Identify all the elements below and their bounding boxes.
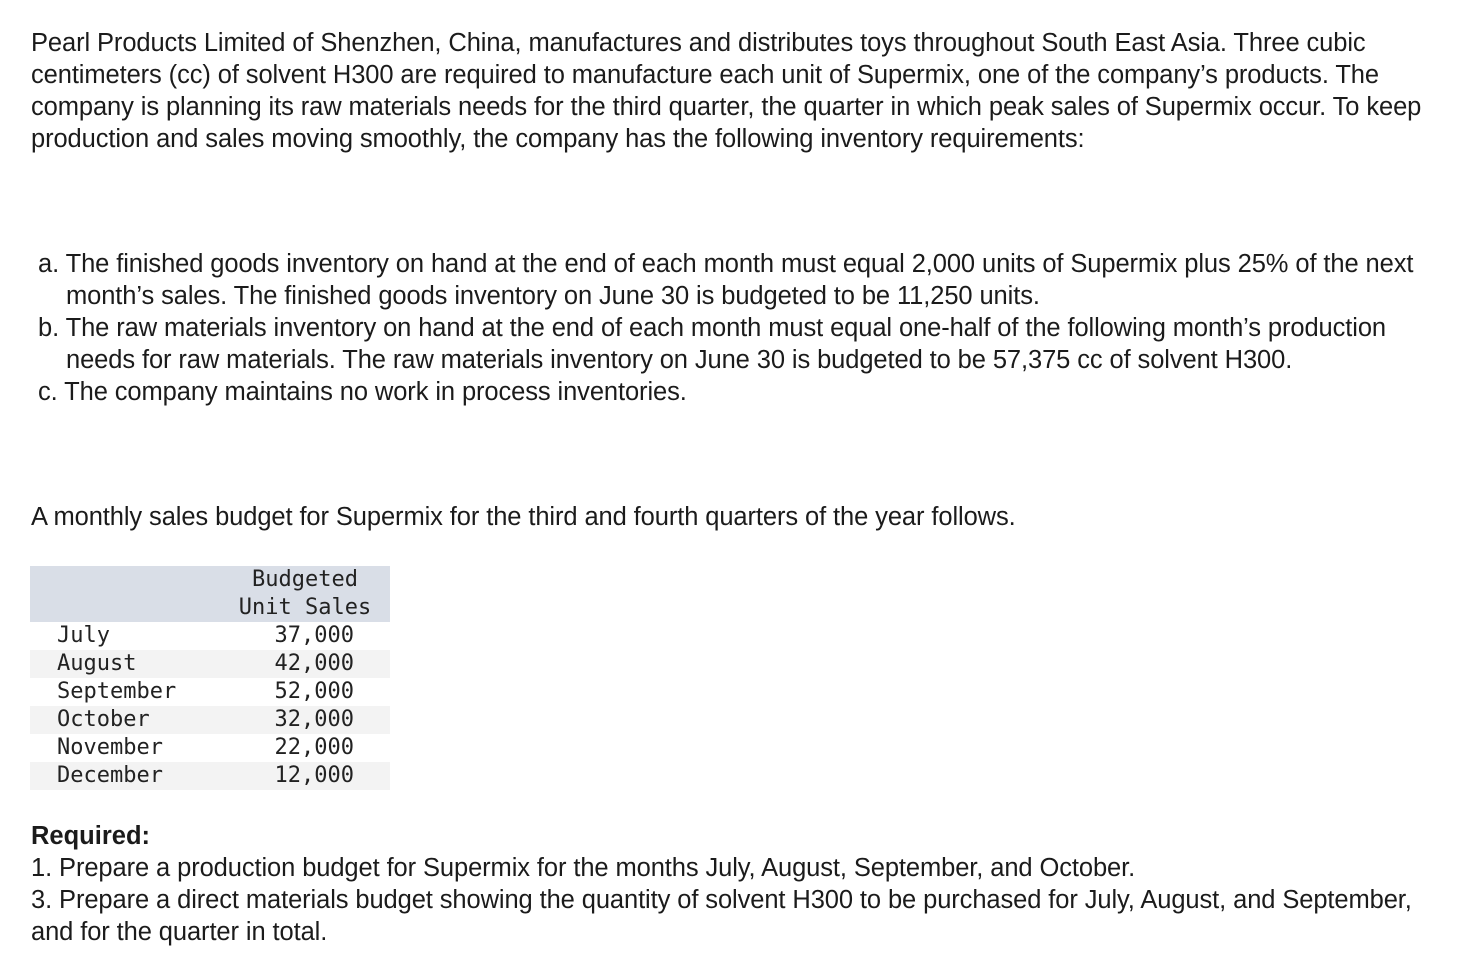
table-cell-month: July — [57, 623, 110, 648]
table-header-budgeted-unit-sales — [220, 566, 390, 622]
table-cell-month: August — [30, 650, 220, 678]
table-row — [30, 762, 390, 790]
table-header-row — [30, 566, 390, 622]
table-cell-month: December — [30, 762, 220, 790]
table-cell-month: November — [57, 735, 163, 760]
header-line-1: Budgeted — [252, 567, 358, 592]
required-task-1: 1. Prepare a production budget for Supermix for the months July, August, September, and October. — [31, 854, 1136, 882]
table-cell-units: 42,000 — [220, 650, 390, 678]
header-line-2: Unit Sales — [238, 595, 372, 620]
table-header-blank — [30, 566, 220, 622]
sales-budget-intro: A monthly sales budget for Supermix for the third and fourth quarters of the year follows. — [31, 503, 1016, 531]
sales-budget-table — [30, 566, 390, 790]
required-task-3: 3. Prepare a direct materials budget showing the quantity of solvent H300 to be purchased for July, August, and September, and for the quarter in total. — [31, 886, 1412, 946]
table-cell-units: 32,000 — [220, 706, 390, 734]
table-cell-units: 52,000 — [274, 679, 354, 704]
requirement-item-c: c. The company maintains no work in process inventories. — [38, 378, 687, 406]
inventory-requirements-list — [31, 248, 1451, 408]
intro-paragraph: Pearl Products Limited of Shenzhen, China, manufactures and distributes toys throughout South East Asia. Three cubic centimeters (cc) of solvent H300 are required to manufacture each unit of Supermix, one of the company’s products. The company is planning its raw materials needs for the third quarter, the quarter in which peak sales of Supermix occur. To keep production and sales moving smoothly, the company has the following inventory requirements: — [31, 29, 1422, 153]
table-row — [30, 650, 390, 678]
table-cell-units: 12,000 — [220, 762, 390, 790]
table-row — [30, 734, 390, 762]
table-cell-month: October — [30, 706, 220, 734]
required-heading: Required: — [31, 822, 151, 850]
requirement-item-a: a. The finished goods inventory on hand at the end of each month must equal 2,000 units of Supermix plus 25% of the next month’s sales. The finished goods inventory on June 30 is budgeted to be 11,250 units. — [38, 250, 1414, 310]
required-tasks-list — [31, 852, 1451, 948]
table-row — [30, 622, 390, 650]
table-cell-month: September — [57, 679, 177, 704]
table-row — [30, 706, 390, 734]
table-cell-units: 22,000 — [274, 735, 354, 760]
table-row — [30, 678, 390, 706]
table-cell-units: 37,000 — [274, 623, 354, 648]
requirement-item-b: b. The raw materials inventory on hand at the end of each month must equal one-half of the following month’s production needs for raw materials. The raw materials inventory on June 30 is budgeted to be 57,375 cc of solvent H300. — [38, 314, 1386, 374]
